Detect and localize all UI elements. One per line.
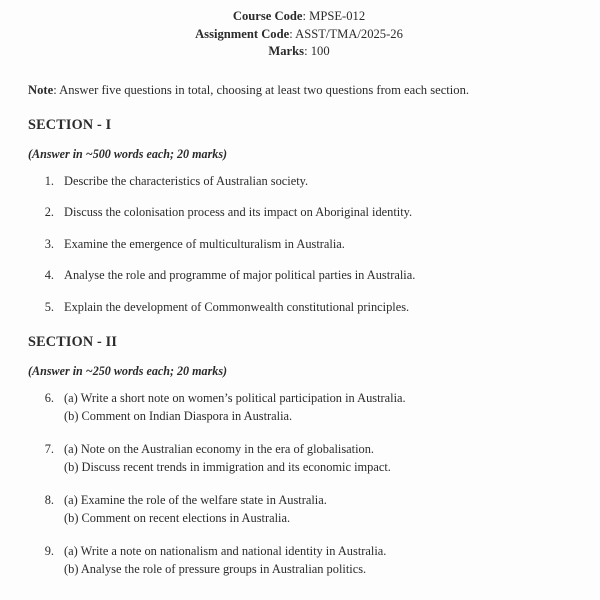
question-item (28, 390, 570, 424)
question-number: 1. (44, 173, 54, 188)
document-header (28, 6, 570, 61)
section-one-title: SECTION - I (28, 116, 112, 133)
section-one-question-list (28, 173, 570, 316)
question-text (64, 441, 570, 475)
question-number: 6. (44, 391, 54, 405)
question-item (28, 492, 570, 526)
question-part-b: (b) Discuss recent trends in immigration and its economic impact. (64, 459, 391, 474)
question-part-a: (a) Note on the Australian economy in the era of globalisation. (64, 442, 375, 456)
marks-value: 100 (310, 44, 330, 58)
question-part-b: (b) Comment on Indian Diaspora in Australia. (64, 408, 293, 423)
question-item (28, 299, 570, 316)
question-item (28, 543, 570, 577)
note-text: Answer five questions in total, choosing at least two questions from each section. (59, 82, 470, 97)
question-text: Examine the emergence of multiculturalism in Australia. (64, 236, 345, 251)
question-item (28, 173, 570, 190)
course-code-separator: : (302, 9, 310, 23)
question-part-a: (a) Write a short note on women’s political participation in Australia. (64, 391, 406, 405)
question-item (28, 204, 570, 221)
question-part-a: (a) Examine the role of the welfare state in Australia. (64, 493, 327, 507)
question-text: Discuss the colonisation process and its impact on Aboriginal identity. (64, 205, 413, 219)
question-number: 5. (44, 299, 54, 314)
section-two (28, 334, 570, 577)
question-item (28, 236, 570, 253)
question-part-a: (a) Write a note on nationalism and national identity in Australia. (64, 544, 387, 558)
section-two-question-list (28, 390, 570, 577)
question-part-b: (b) Comment on recent elections in Australia. (64, 510, 291, 525)
question-text (64, 390, 570, 424)
question-number: 3. (44, 236, 54, 251)
marks-label: Marks (268, 44, 305, 58)
note-separator: : (53, 82, 60, 97)
section-one (28, 117, 570, 316)
question-text (64, 543, 570, 577)
question-number: 7. (44, 442, 54, 456)
note-instruction (28, 82, 570, 98)
question-item (28, 441, 570, 475)
question-item (28, 267, 570, 284)
marks-separator: : (304, 44, 311, 58)
course-code-label: Course Code (232, 9, 303, 23)
header-line-assignment-code (28, 26, 570, 44)
section-one-hint: (Answer in ~500 words each; 20 marks) (28, 146, 228, 161)
header-line-marks (28, 43, 570, 61)
assignment-code-label: Assignment Code (195, 26, 290, 41)
section-two-hint: (Answer in ~250 words each; 20 marks) (28, 364, 228, 378)
question-text: Describe the characteristics of Australian society. (64, 173, 309, 188)
note-label: Note (28, 82, 54, 97)
course-code-value: MPSE-012 (309, 9, 366, 23)
question-text: Explain the development of Commonwealth constitutional principles. (64, 299, 410, 314)
question-text: Analyse the role and programme of major political parties in Australia. (64, 268, 416, 282)
question-number: 4. (44, 268, 54, 282)
question-number: 9. (44, 544, 54, 558)
question-number: 2. (44, 205, 54, 219)
section-two-title: SECTION - II (28, 334, 118, 350)
question-number: 8. (44, 493, 54, 507)
question-part-b: (b) Analyse the role of pressure groups in Australian politics. (64, 561, 367, 576)
header-line-course-code (28, 8, 570, 26)
assignment-code-separator: : (289, 26, 296, 41)
assignment-code-value: ASST/TMA/2025-26 (295, 26, 403, 41)
question-text (64, 492, 570, 526)
